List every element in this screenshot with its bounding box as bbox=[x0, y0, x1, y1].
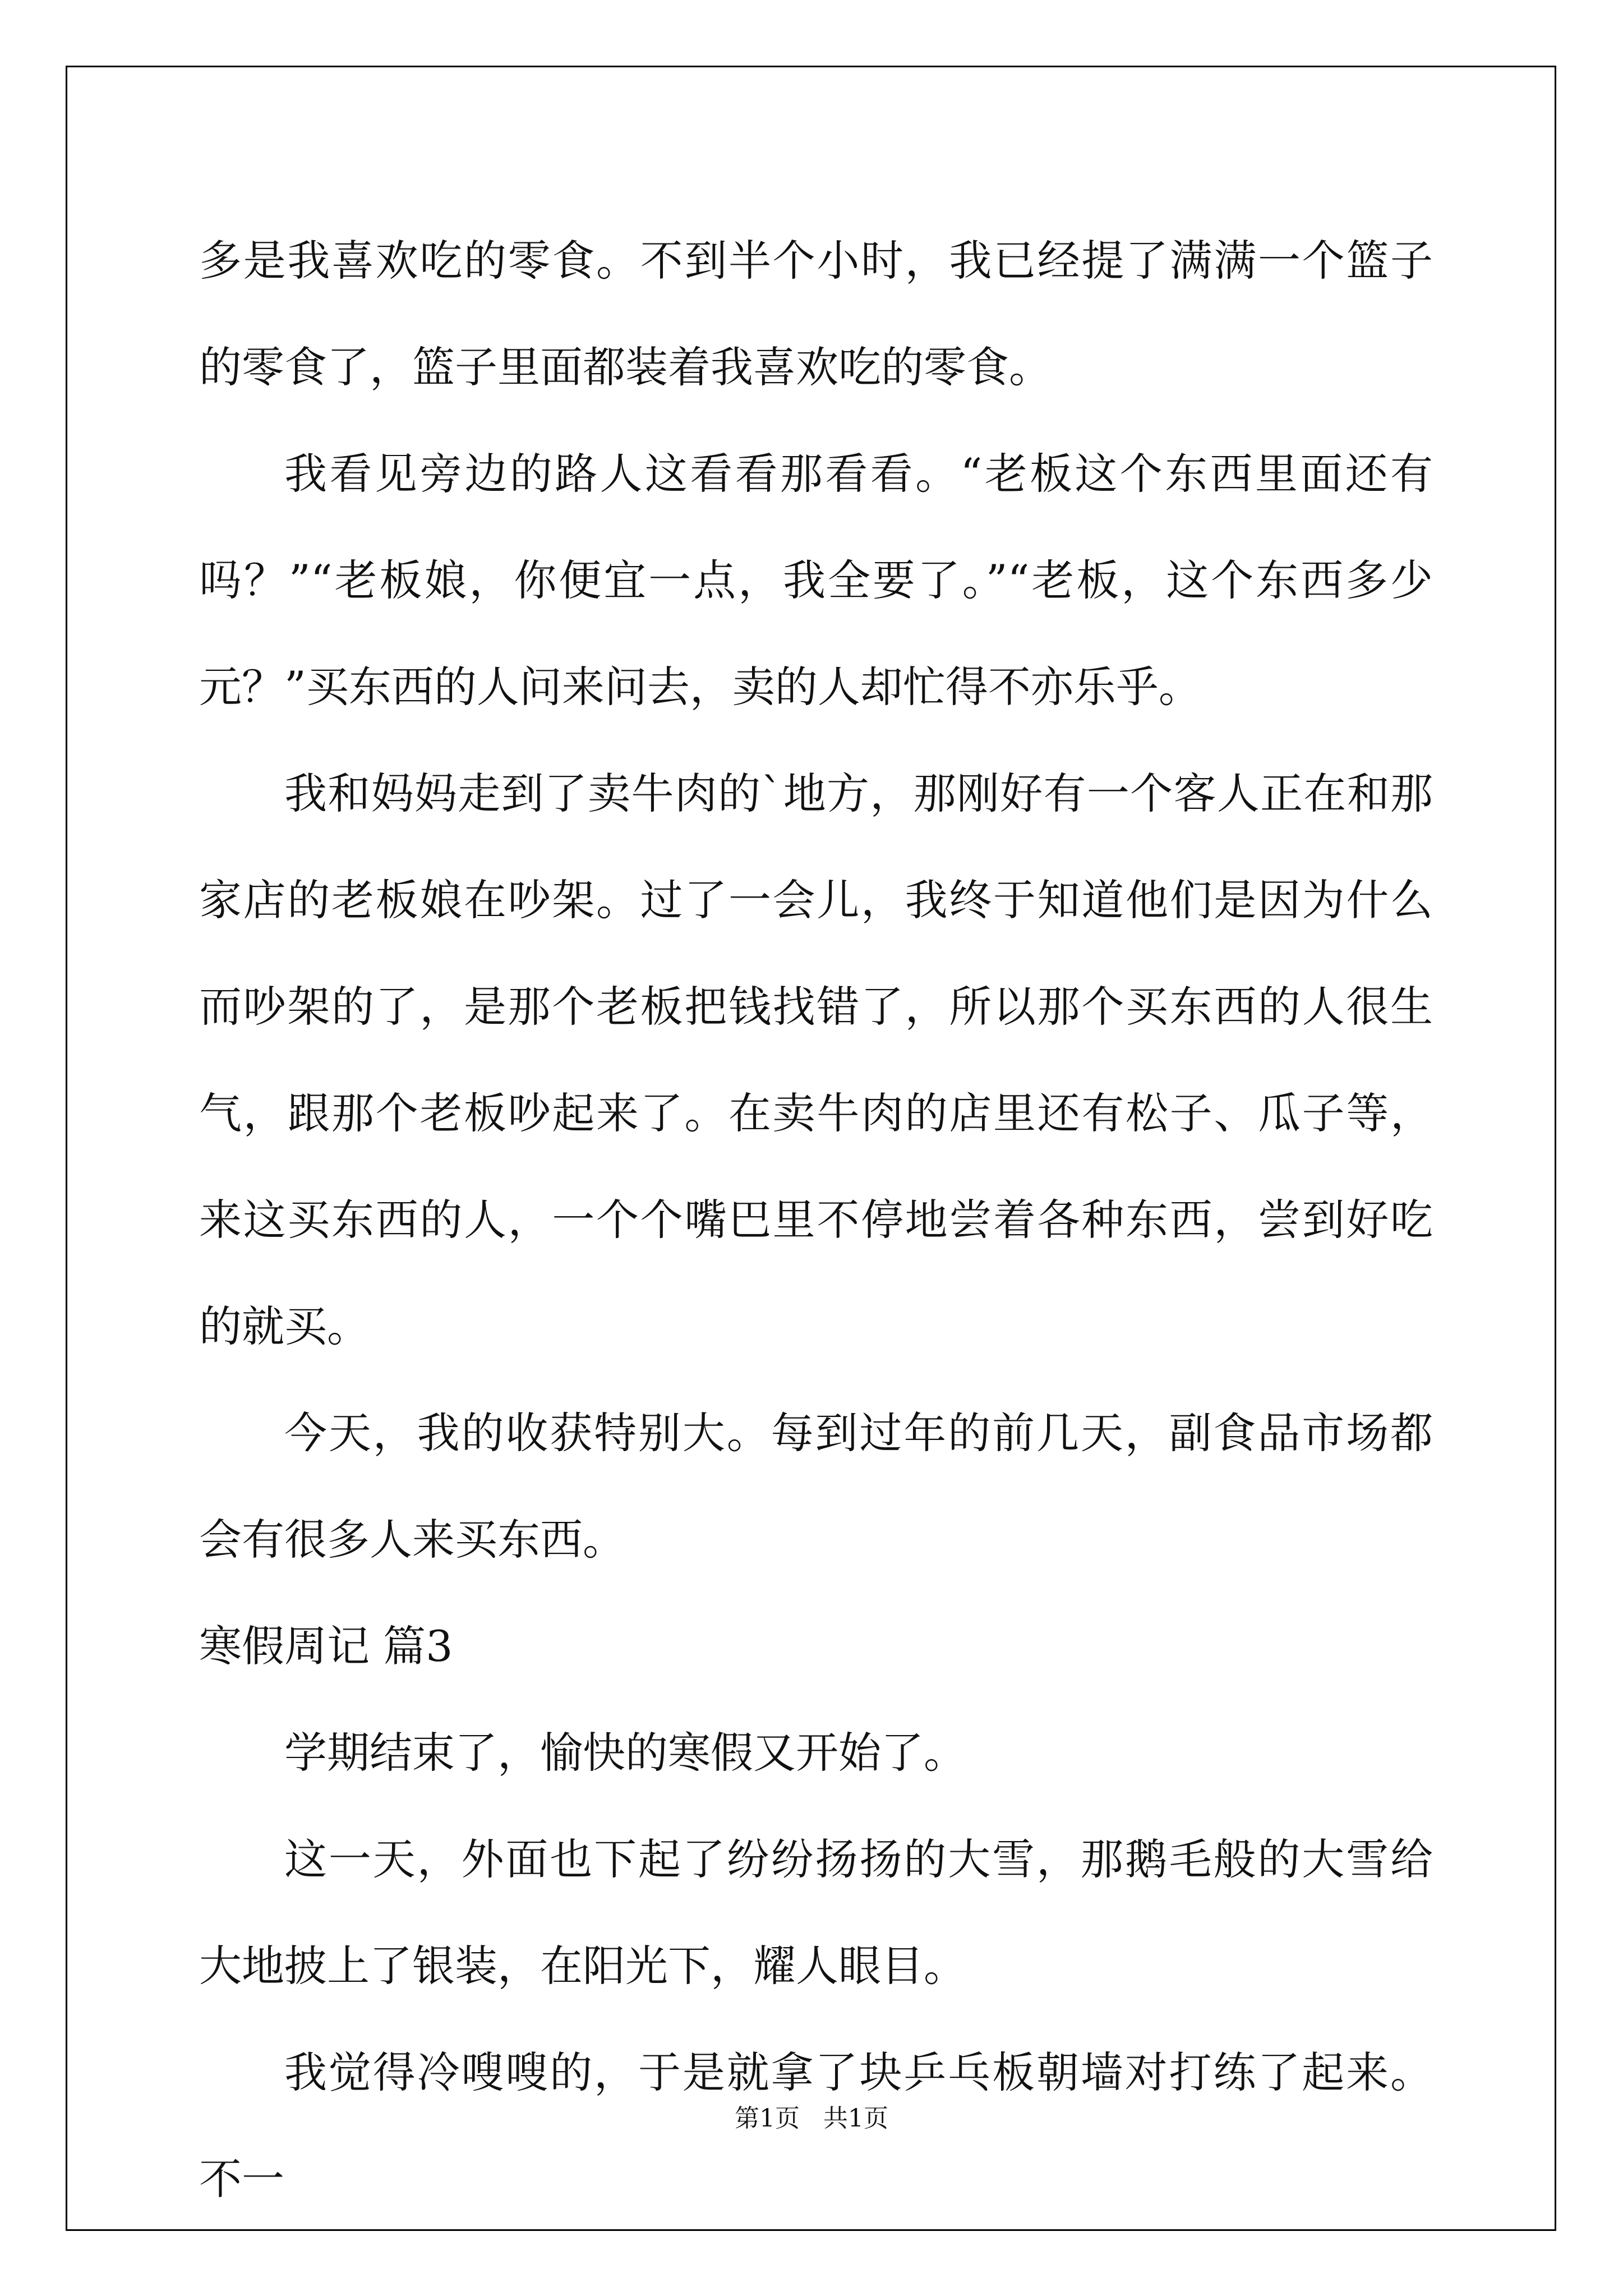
paragraph-2: 我看见旁边的路人这看看那看看。“老板这个东西里面还有吗？”“老板娘，你便宜一点，我全要了。”“老板，这个东西多少元？”买东西的人问来问去，卖的人却忙得不亦乐乎。 bbox=[199, 449, 1433, 712]
section-heading: 寒假周记 篇3 bbox=[199, 1621, 453, 1671]
paragraph-3: 我和妈妈走到了卖牛肉的`地方，那刚好有一个客人正在和那家店的老板娘在吵架。过了一会儿，我终于知道他们是因为什么而吵架的了，是那个老板把钱找错了，所以那个买东西的人很生气，跟那个老板吵起来了。在卖牛肉的店里还有松子、瓜子等，来这买东西的人，一个个嘴巴里不停地尝着各种东西，尝到好吃的就买。 bbox=[199, 769, 1433, 1351]
paragraph-1: 多是我喜欢吃的零食。不到半个小时，我已经提了满满一个篮子的零食了，篮子里面都装着我喜欢吃的零食。 bbox=[199, 236, 1433, 392]
paragraph-7: 我觉得冷嗖嗖的，于是就拿了块乒乓板朝墙对打练了起来。不一 bbox=[199, 2047, 1433, 2204]
paragraph-6: 这一天，外面也下起了纷纷扬扬的大雪，那鹅毛般的大雪给大地披上了银装，在阳光下，耀人眼目。 bbox=[199, 1834, 1433, 1991]
document-body bbox=[199, 208, 1433, 2233]
paragraph-5: 学期结束了，愉快的寒假又开始了。 bbox=[284, 1728, 966, 1778]
page-total: 共1页 bbox=[823, 2104, 888, 2133]
paragraph-4: 今天，我的收获特别大。每到过年的前几天，副食品市场都会有很多人来买东西。 bbox=[199, 1408, 1433, 1565]
page-footer bbox=[0, 2098, 1623, 2134]
page-number: 第1页 bbox=[735, 2104, 800, 2133]
